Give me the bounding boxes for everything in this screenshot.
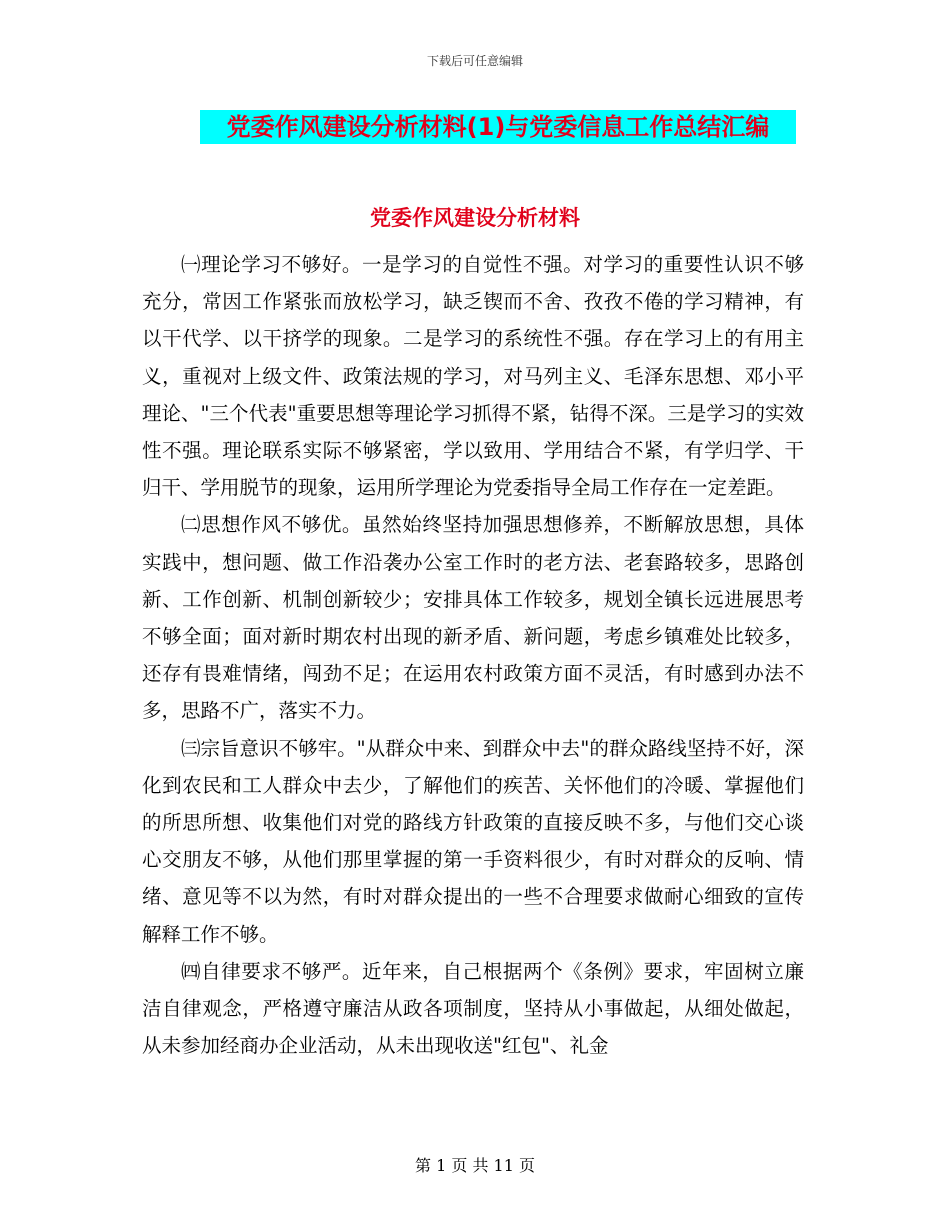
paragraph-4: ㈣自律要求不够严。近年来，自己根据两个《条例》要求，牢固树立廉洁自律观念，严格遵守廉洁从政各项制度，坚持从小事做起，从细处做起，从未参加经商办企业活动，从未出现收送"红包"、礼金 <box>142 959 804 1058</box>
header-note: 下载后可任意编辑 <box>426 54 523 68</box>
document-title: 党委作风建设分析材料(1)与党委信息工作总结汇编 <box>200 110 796 144</box>
paragraph-2: ㈡思想作风不够优。虽然始终坚持加强思想修养，不断解放思想，具体实践中，想问题、做工作沿袭办公室工作时的老方法、老套路较多，思路创新、工作创新、机制创新较少；安排具体工作较多，规划全镇长远进展思考不够全面；面对新时期农村出现的新矛盾、新问题，考虑乡镇难处比较多，还存有畏难情绪，闯劲不足；在运用农村政策方面不灵活，有时感到办法不多，思路不广，落实不力。 <box>142 513 804 723</box>
section-title: 党委作风建设分析材料 <box>370 206 580 230</box>
document-body <box>142 246 804 1064</box>
page-footer: 第 1 页 共 11 页 <box>415 1156 535 1175</box>
paragraph-3: ㈢宗旨意识不够牢。"从群众中来、到群众中去"的群众路线坚持不好，深化到农民和工人群众中去少，了解他们的疾苦、关怀他们的冷暖、掌握他们的所思所想、收集他们对党的路线方针政策的直接反映不多，与他们交心谈心交朋友不够，从他们那里掌握的第一手资料很少，有时对群众的反响、情绪、意见等不以为然，有时对群众提出的一些不合理要求做耐心细致的宣传解释工作不够。 <box>142 736 804 946</box>
paragraph-1: ㈠理论学习不够好。一是学习的自觉性不强。对学习的重要性认识不够充分，常因工作紧张而放松学习，缺乏锲而不舍、孜孜不倦的学习精神，有以干代学、以干挤学的现象。二是学习的系统性不强。存在学习上的有用主义，重视对上级文件、政策法规的学习，对马列主义、毛泽东思想、邓小平理论、"三个代表"重要思想等理论学习抓得不紧，钻得不深。三是学习的实效性不强。理论联系实际不够紧密，学以致用、学用结合不紧，有学归学、干归干、学用脱节的现象，运用所学理论为党委指导全局工作存在一定差距。 <box>142 253 804 500</box>
